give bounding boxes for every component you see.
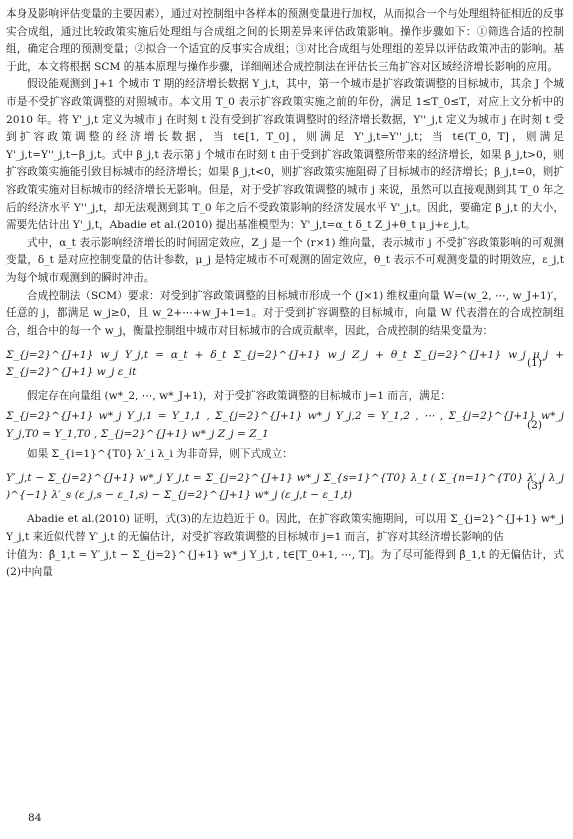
page-number: 84 (28, 812, 42, 824)
equation-3-number: (3) (526, 480, 542, 493)
paragraph-4: 合成控制法（SCM）要求：对受到扩容政策调整的目标城市形成一个 (J×1) 维权重向量 W=(w_2, ⋯, w_J+1)′，任意的 j，都满足 w_j≥0，且 w_2+⋯+w_J+1=1。对于受到扩容调整的目标城市，向量 W 代表潜在的合成控制组合，组合中的每一个 w_j，衡量控制组中城市对目标城市的合成贡献率，因此，合成控制的结果变量为： (6, 289, 564, 337)
paragraph-2: 假设能观测到 J+1 个城市 T 期的经济增长数据 Y_j,t，其中，第一个城市是扩容政策调整的目标城市，其余 J 个城市是不受扩容政策调整的对照城市。本文用 T_0 表示扩容政策实施之前的年份，满足 1≤T_0≤T，对应上文分析中的 2010 年。将 Y'_j,t 定义为城市 j 在时刻 t 没有受到扩容政策调整时的经济增长数据，Y''_j,t 定义为城市 j 在时刻 t 受到扩容政策调整的经济增长数据，当 t∈[1, T_0]，则满足 Y'_j,t=Y''_j,t；当 t∈(T_0, T]，则满足 Y'_j,t=Y''_j,t−β_j,t。式中 β_j,t 表示第 j 个城市在时刻 t 由于受到扩容政策调整所带来的经济增长，如果 β_j,t>0，则扩容政策实施能引致目标城市的经济增长；如果 β_j,t<0，则扩容政策实施阻碍了目标城市的经济增长；β_j,t=0，则扩容政策实施对目标城市的经济增长无影响。但是，对于受扩容政策调整的城市 j 来说，虽然可以直接观测到其 T_0 年之后的经济水平 Y''_j,t，却无法观测到其 T_0 年之后不受政策影响的经济发展水平 Y'_j,t。因此，要确定 β_j,t 的大小，需要先估计出 Y'_j,t，Abadie et al.(2010) 提出基准模型为：Y'_j,t=α_t δ_t Z_j+θ_t μ_j+ε_j,t。 (6, 78, 564, 232)
closing-paragraph-2: 计值为：β̂_1,t = Y′_j,t − Σ_{j=2}^{J+1} w*_j Y_j,t , t∈[T_0+1, ⋯, T]。为了尽可能得到 β̂_1,t 的无偏估计，式(2)中向量 (6, 548, 564, 579)
paragraph-1: 本身及影响评估变量的主要因素），通过对控制组中各样本的预测变量进行加权，从而拟合一个与处理组特征相近的反事实合成组，通过比较政策实施后处理组与合成组之间的长期差异来评估政策影响。操作步骤如下：①筛选合适的控制组，确定合理的预测变量；②拟合一个适宜的反事实合成组；③对比合成组与处理组的差异以评估政策冲击的影响。基于此，本文将根据 SCM 的基本原理与操作步骤，详细阐述合成控制法在评估长三角扩容对区域经济增长影响的应用。 (6, 8, 564, 73)
paragraph-3: 式中，α_t 表示影响经济增长的时间固定效应，Z_j 是一个 (r×1) 维向量，表示城市 j 不受扩容政策影响的可观测变量，δ_t 是对应控制变量的估计参数，μ_j 是特定城市不可观测的固定效应，θ_t 表示不可观测变量的时期效应，ε_j,t 为每个城市观测到的瞬时冲击。 (6, 236, 564, 284)
equation-1-number: (1) (526, 357, 542, 370)
equation-1 (6, 342, 564, 386)
equation-1-body: Σ_{j=2}^{J+1} w_j Y_j,t = α_t + δ_t Σ_{j=2}^{J+1} w_j Z_j + θ_t Σ_{j=2}^{J+1} w_j μ_j + Σ_{j=2}^{J+1} w_j ε_it (6, 348, 564, 379)
body-text (6, 6, 564, 582)
equation-2 (6, 408, 564, 444)
equation-3 (6, 465, 564, 509)
equation-2-number: (2) (526, 419, 542, 432)
closing-paragraph-1: Abadie et al.(2010) 证明，式(3)的左边趋近于 0。因此，在扩容政策实施期间，可以用 Σ_{j=2}^{J+1} w*_j Y_j,t 来近似代替 Y′_j,t 的无偏估计，对受扩容政策调整的目标城市 j=1 而言，扩容对其经济增长影响的估 (6, 513, 564, 544)
equation-3-body: Y′_j,t − Σ_{j=2}^{J+1} w*_j Y_j,t = Σ_{j=2}^{J+1} w*_j Σ_{s=1}^{T0} λ_t ( Σ_{n=1}^{T0} λ′_j λ_j )^{−1} λ′_s (ε_j,s − ε_1,s) − Σ_{j=2}^{J+1} w*_j (ε_j,t − ε_1,t) (6, 471, 564, 502)
equation-2-body: Σ_{j=2}^{J+1} w*_j Y_j,1 = Y_1,1 , Σ_{j=2}^{J+1} w*_j Y_j,2 = Y_1,2 , ⋯ , Σ_{j=2}^{J+1} w*_j Y_j,T0 = Y_1,T0 , Σ_{j=2}^{J+1} w*_j Z_j = Z_1 (6, 410, 564, 440)
equation-3-intro: 如果 Σ_{i=1}^{T0} λ′_i λ_i 为非奇异，则下式成立： (27, 447, 293, 460)
equation-2-intro: 假定存在向量组 (w*_2, ⋯, w*_J+1)，对于受扩容政策调整的目标城市 j=1 而言，满足： (27, 390, 451, 403)
